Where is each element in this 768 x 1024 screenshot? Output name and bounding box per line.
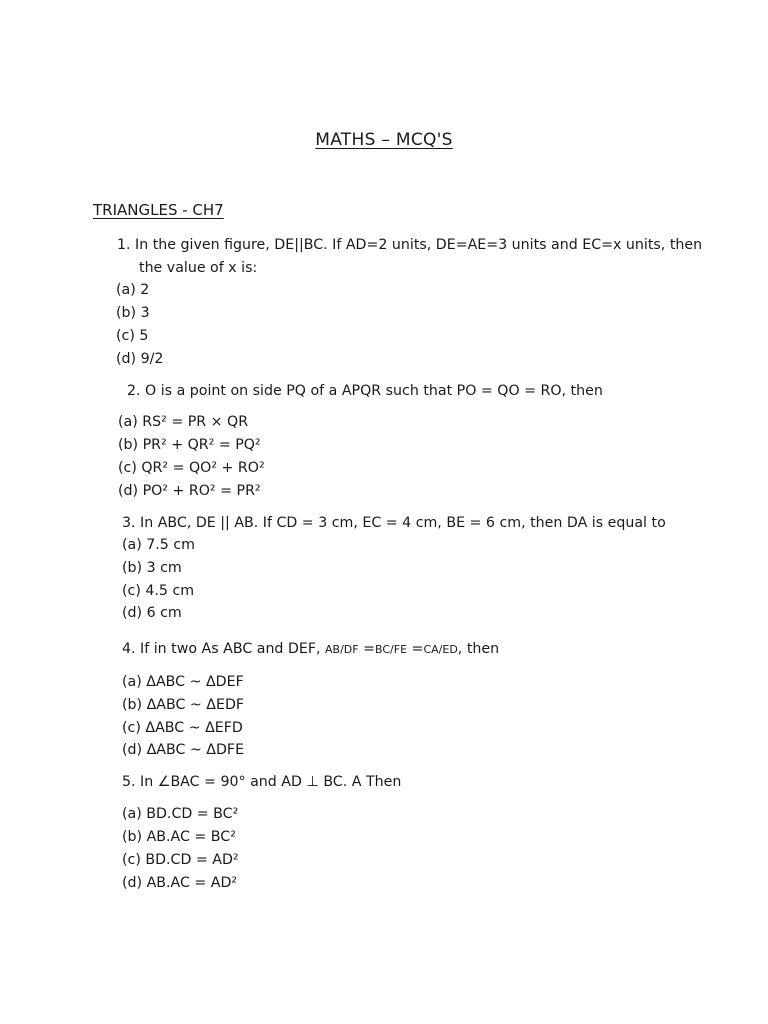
question-1-option-b: (b) 3 [116, 305, 150, 321]
question-3-option-d: (d) 6 cm [122, 605, 182, 621]
question-3-option-b: (b) 3 cm [122, 560, 182, 576]
question-2-option-d: (d) PO² + RO² = PR² [118, 483, 261, 499]
question-4-fraction-2: BC/FE [375, 643, 408, 656]
question-1-option-d: (d) 9/2 [116, 351, 164, 367]
question-4-fraction-3: CA/ED [423, 643, 458, 656]
question-1-stem-line-1: 1. In the given figure, DE||BC. If AD=2 units, DE=AE=3 units and EC=x units, then [117, 237, 703, 253]
question-1-stem-line-2: the value of x is: [139, 260, 258, 276]
question-1-option-a: (a) 2 [116, 282, 150, 298]
question-3-option-c: (c) 4.5 cm [122, 583, 195, 599]
question-5-option-c: (c) BD.CD = AD² [122, 852, 239, 868]
page-title: MATHS – MCQ'S [315, 130, 453, 150]
question-3-option-a: (a) 7.5 cm [122, 537, 195, 553]
question-4-option-a: (a) ΔABC ~ ΔDEF [122, 674, 244, 690]
question-4-equals-1: = [358, 641, 376, 657]
question-2-option-a: (a) RS² = PR × QR [118, 414, 249, 430]
question-5-option-a: (a) BD.CD = BC² [122, 806, 239, 822]
question-3-stem: 3. In ABC, DE || AB. If CD = 3 cm, EC = 4 cm, BE = 6 cm, then DA is equal to [122, 515, 666, 531]
question-4-option-d: (d) ΔABC ~ ΔDFE [122, 742, 245, 758]
question-4-equals-2: = [407, 641, 424, 657]
question-2-option-b: (b) PR² + QR² = PQ² [118, 437, 261, 453]
question-4-stem [122, 640, 499, 659]
chapter-heading: TRIANGLES - CH7 [93, 201, 224, 219]
question-2-option-c: (c) QR² = QO² + RO² [118, 460, 265, 476]
question-5-option-d: (d) AB.AC = AD² [122, 875, 238, 891]
question-1-option-c: (c) 5 [116, 328, 149, 344]
question-4-stem-tail: , then [457, 641, 500, 657]
question-5-stem: 5. In ∠BAC = 90° and AD ⊥ BC. A Then [122, 774, 402, 790]
question-4-stem-lead: 4. If in two As ABC and DEF, [122, 641, 326, 657]
question-5-option-b: (b) AB.AC = BC² [122, 829, 236, 845]
question-4-option-b: (b) ΔABC ~ ΔEDF [122, 697, 245, 713]
question-4-fraction-1: AB/DF [325, 643, 359, 656]
question-4-option-c: (c) ΔABC ~ ΔEFD [122, 720, 243, 736]
question-2-stem: 2. O is a point on side PQ of a APQR such that PO = QO = RO, then [127, 383, 603, 399]
